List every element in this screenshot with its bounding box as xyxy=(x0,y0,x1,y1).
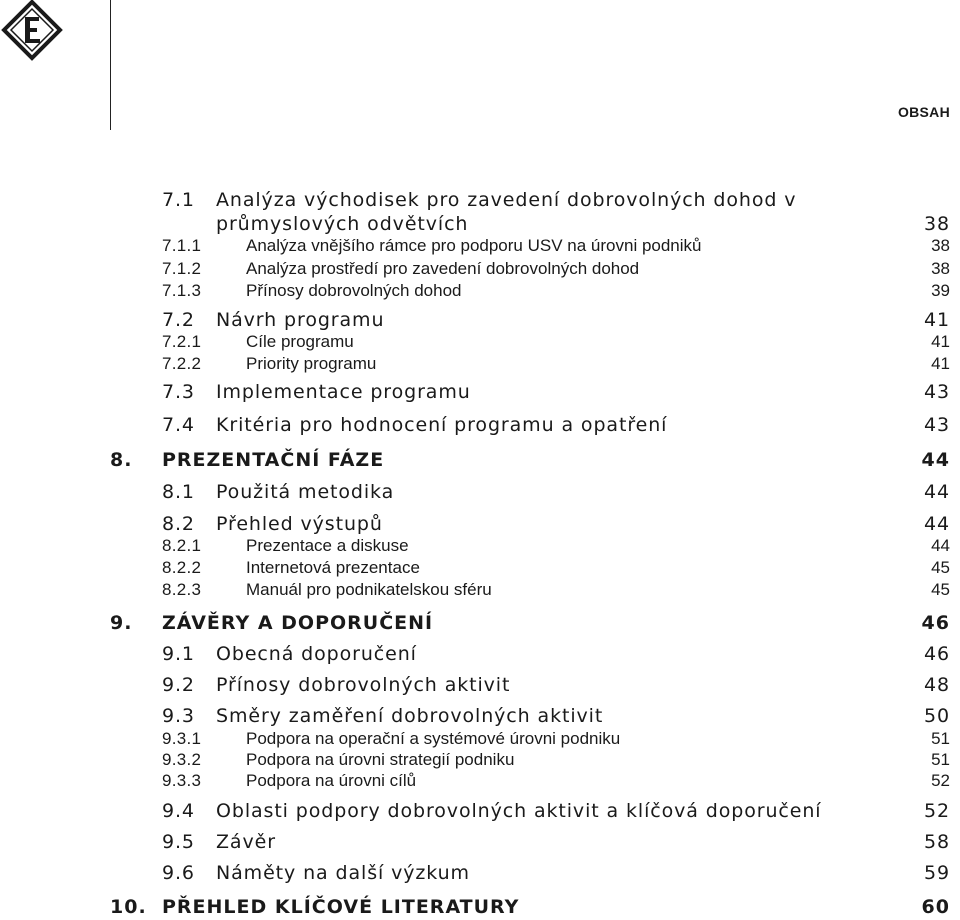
toc-entry-page: 52 xyxy=(924,800,950,822)
toc-entry-title: Cíle programu xyxy=(246,332,354,351)
toc-entry-number: 10. xyxy=(110,896,147,918)
toc-entry-title: PREZENTAČNÍ FÁZE xyxy=(162,449,385,471)
toc-entry-title: ZÁVĚRY A DOPORUČENÍ xyxy=(162,612,434,634)
toc-entry-page: 38 xyxy=(931,236,950,255)
toc-entry-page: 44 xyxy=(924,513,950,535)
toc-entry-page: 46 xyxy=(921,612,950,634)
toc-entry-number: 9.3.3 xyxy=(162,771,202,790)
toc-entry-title: Přínosy dobrovolných dohod xyxy=(246,281,462,300)
toc-entry-title: průmyslových odvětvích xyxy=(216,213,469,235)
toc-entry-page: 38 xyxy=(924,213,950,235)
toc-entry-number: 7.4 xyxy=(162,414,195,436)
toc-entry-number: 7.3 xyxy=(162,381,195,403)
toc-entry-number: 9.4 xyxy=(162,800,195,822)
toc-entry-title: Priority programu xyxy=(246,354,377,373)
toc-entry-page: 48 xyxy=(924,674,950,696)
toc-entry-number: 8.2 xyxy=(162,513,195,535)
toc-entry-page: 38 xyxy=(931,259,950,278)
toc-entry-number: 8.1 xyxy=(162,481,195,503)
toc-entry-title: Podpora na úrovni strategií podniku xyxy=(246,750,515,769)
toc-entry-number: 9.1 xyxy=(162,643,195,665)
toc-entry-title: Náměty na další výzkum xyxy=(216,862,470,884)
toc-entry-number: 7.1.2 xyxy=(162,259,202,278)
toc-entry-page: 52 xyxy=(931,771,950,790)
toc-entry-title: Přehled výstupů xyxy=(216,513,383,535)
toc-entry-page: 43 xyxy=(924,381,950,403)
toc-entry-number: 8.2.1 xyxy=(162,536,202,555)
toc-entry-page: 44 xyxy=(924,481,950,503)
toc-entry-title: Podpora na operační a systémové úrovni podniku xyxy=(246,729,621,748)
toc-entry-page: 59 xyxy=(924,862,950,884)
toc-entry-number: 8. xyxy=(110,449,133,471)
toc-entry-number: 9.5 xyxy=(162,831,195,853)
toc-entry-page: 45 xyxy=(931,580,950,599)
toc-entry-number: 9.6 xyxy=(162,862,195,884)
toc-entry-title: Návrh programu xyxy=(216,309,385,331)
toc-entry-number: 7.2.1 xyxy=(162,332,202,351)
toc-entry-page: 46 xyxy=(924,643,950,665)
toc-entry-title: Analýza vnějšího rámce pro podporu USV na úrovni podniků xyxy=(246,236,702,255)
toc-entry-title: Kritéria pro hodnocení programu a opatření xyxy=(216,414,668,436)
toc-entry-number: 7.1.1 xyxy=(162,236,202,255)
toc-entry-page: 41 xyxy=(924,309,950,331)
toc-entry-title: Závěr xyxy=(216,831,276,853)
toc-entry-number: 7.1.3 xyxy=(162,281,202,300)
toc-entry-title: Prezentace a diskuse xyxy=(246,536,409,555)
toc-entry-title: PŘEHLED KLÍČOVÉ LITERATURY xyxy=(162,896,520,918)
toc-entry-page: 39 xyxy=(931,281,950,300)
toc-entry-page: 58 xyxy=(924,831,950,853)
toc-entry-page: 50 xyxy=(924,705,950,727)
toc-entry-number: 9.3.2 xyxy=(162,750,202,769)
toc-entry-title: Použitá metodika xyxy=(216,481,395,503)
toc-entry-title: Směry zaměření dobrovolných aktivit xyxy=(216,705,604,727)
toc-entry-page: 44 xyxy=(931,536,950,555)
toc-entry-page: 43 xyxy=(924,414,950,436)
toc-entry-page: 45 xyxy=(931,558,950,577)
toc-entry-number: 8.2.2 xyxy=(162,558,202,577)
toc-entry-page: 60 xyxy=(921,896,950,918)
toc-entry-title: Analýza prostředí pro zavedení dobrovolných dohod xyxy=(246,259,640,278)
toc-entry-page: 41 xyxy=(931,332,950,351)
toc-entry-page: 51 xyxy=(931,750,950,769)
toc-entry-number: 8.2.3 xyxy=(162,580,202,599)
toc-entry-title: Podpora na úrovni cílů xyxy=(246,771,417,790)
toc-entry-title: Implementace programu xyxy=(216,381,471,403)
toc-entry-page: 41 xyxy=(931,354,950,373)
toc-entry-title: Přínosy dobrovolných aktivit xyxy=(216,674,511,696)
toc-entry-page: 44 xyxy=(921,449,950,471)
section-label: OBSAH xyxy=(897,104,950,120)
toc-entry-number: 7.2 xyxy=(162,309,195,331)
toc-entry-number: 9. xyxy=(110,612,133,634)
toc-entry-title: Analýza východisek pro zavedení dobrovolných dohod v xyxy=(216,189,797,211)
toc-entry-title: Oblasti podpory dobrovolných aktivit a klíčová doporučení xyxy=(216,800,822,822)
toc-entry-title: Obecná doporučení xyxy=(216,643,417,665)
toc-entry-number: 9.3 xyxy=(162,705,195,727)
toc-entry-number: 9.3.1 xyxy=(162,729,202,748)
toc-entry-title: Manuál pro podnikatelskou sféru xyxy=(246,580,492,599)
toc-entry-number: 7.2.2 xyxy=(162,354,202,373)
toc-entry-title: Internetová prezentace xyxy=(246,558,420,577)
toc-entry-number: 9.2 xyxy=(162,674,195,696)
toc-entry-page: 51 xyxy=(931,729,950,748)
toc-entry-number: 7.1 xyxy=(162,189,195,211)
